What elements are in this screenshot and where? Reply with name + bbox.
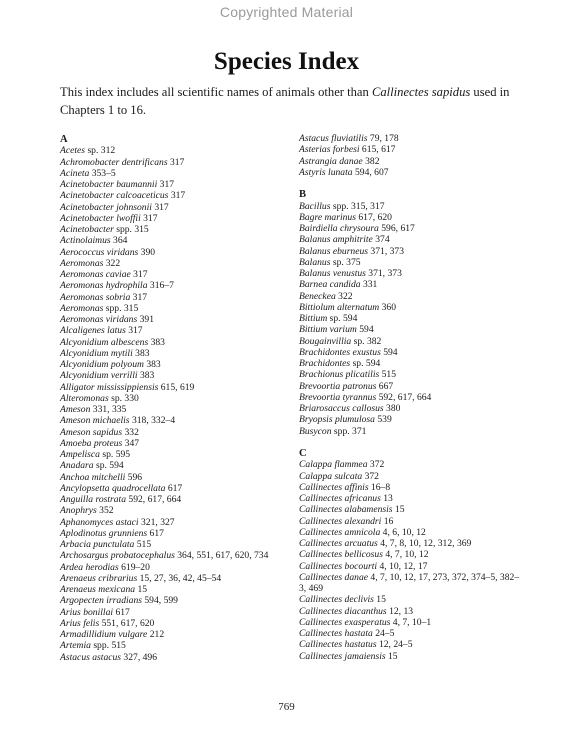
species-name: Alteromonas: [60, 392, 109, 404]
page-references: 12, 13: [386, 605, 414, 617]
species-name: Brevoortia tyrannus: [299, 391, 377, 403]
index-entry: [60, 640, 292, 651]
species-name: Aeromonas sobria: [60, 291, 131, 303]
species-name: Anadara: [60, 460, 94, 472]
page-references: 595: [113, 449, 131, 460]
index-entry: [299, 527, 537, 538]
species-name: Callinectes africanus: [299, 493, 381, 504]
index-entry: [60, 382, 292, 393]
page-references: 79, 178: [367, 133, 399, 144]
species-name: Arius bonillai: [60, 606, 114, 618]
section-gap: [299, 178, 537, 189]
page-references: 4, 10, 12, 17: [377, 560, 428, 572]
species-name: Armadillidium vulgare: [60, 629, 148, 640]
species-name: Briarosaccus callosus: [299, 403, 384, 414]
page-references: 596: [125, 471, 143, 483]
species-name: Ameson: [60, 404, 91, 415]
species-name: Aeromonas viridans: [60, 314, 138, 325]
index-entry: [299, 381, 537, 392]
page-references: 4, 7, 10, 12, 17, 273, 372, 374–5, 382–: [368, 571, 520, 583]
page-references: 617: [165, 482, 183, 494]
species-name: Aeromonas: [60, 302, 104, 314]
species-name: Ameson michaelis: [60, 415, 130, 427]
page-references: 551, 617, 620: [99, 617, 155, 629]
species-name: Balanus: [299, 256, 331, 268]
species-name: Aphanomyces astaci: [60, 516, 139, 528]
species-qualifier: spp.: [103, 302, 122, 314]
species-name: Acinetobacter johnsonii: [60, 201, 152, 213]
page-references: 594: [380, 346, 398, 358]
page-references: 374: [372, 234, 390, 246]
species-qualifier: sp.: [351, 335, 365, 347]
page-references: 383: [132, 347, 150, 359]
species-name: Anguilla rostrata: [60, 494, 127, 505]
index-entry: [299, 167, 537, 178]
section-letter-c: C: [299, 448, 307, 459]
index-entry: [299, 347, 537, 358]
page-references: 515: [379, 369, 397, 381]
species-name: Brevoortia patronus: [299, 380, 377, 392]
index-entry: [60, 157, 292, 168]
species-name: Alcyonidium polyoum: [60, 359, 144, 370]
page-references: 594: [106, 460, 124, 472]
page-references: 322: [103, 257, 121, 269]
page-references: 371: [349, 425, 367, 437]
page-references: 4, 7, 10, 12: [382, 549, 429, 561]
page-number: 769: [278, 701, 295, 713]
index-entry: [299, 324, 537, 335]
index-entry: [299, 201, 537, 212]
species-name: Bacillus: [299, 200, 331, 212]
index-entry: [60, 472, 292, 483]
species-name: Brachionus plicatilis: [299, 369, 380, 381]
page-references: 317: [167, 156, 185, 168]
species-name: Astyris lunata: [299, 166, 353, 178]
index-entry: [60, 224, 292, 235]
index-entry: [60, 573, 292, 584]
species-name: Acinetobacter calcoaceticus: [60, 190, 169, 202]
species-name: Archosargus probatocephalus: [60, 550, 175, 562]
index-entry: [60, 280, 292, 291]
page-references: 515: [109, 640, 126, 652]
index-entry: [60, 415, 292, 426]
index-column-left: [60, 134, 292, 663]
page-references: 594, 599: [141, 595, 178, 607]
species-name: Callinectes alabamensis: [299, 504, 393, 516]
page-references: 617: [147, 527, 164, 539]
species-name: Astacus fluviatilis: [299, 133, 368, 144]
page-references: 619–20: [118, 561, 150, 573]
page-references: 332: [122, 426, 139, 438]
species-name: Artemia: [60, 640, 91, 652]
index-entry: [60, 190, 292, 201]
page-references: 364, 551, 617, 620, 734: [174, 550, 269, 562]
page-references: 594: [363, 358, 381, 369]
page-references: 317: [151, 201, 169, 213]
species-qualifier: sp.: [93, 460, 107, 472]
species-qualifier: sp.: [108, 392, 123, 404]
species-name: Arbacia punctulata: [60, 539, 135, 550]
species-name: Callinectes jamaiensis: [299, 650, 386, 662]
index-entry: [60, 179, 292, 190]
species-name: Callinectes bellicosus: [299, 549, 383, 561]
page-references: 321, 327: [138, 516, 175, 528]
species-name: Astacus astacus: [60, 651, 122, 663]
species-name: Callinectes alexandri: [299, 515, 382, 527]
species-name: Calappa sulcata: [299, 470, 363, 482]
page-references: 317: [168, 190, 186, 202]
index-entry: [299, 403, 537, 414]
page-references: 382: [364, 335, 382, 347]
species-name: Callinectes diacanthus: [299, 605, 387, 617]
index-entry: [299, 482, 537, 493]
index-entry: [299, 302, 537, 313]
species-name: Acinetobacter baumannii: [60, 179, 158, 190]
species-qualifier: spp.: [113, 224, 132, 235]
page-references: 347: [122, 437, 140, 449]
page-references: 318, 332–4: [129, 415, 176, 427]
page-references: 330: [122, 392, 139, 404]
index-entry: [299, 223, 537, 234]
species-name: Bagre marinus: [299, 211, 356, 223]
species-name: Achromobacter dentrificans: [60, 156, 168, 168]
page-references: 372: [362, 470, 379, 482]
page-references: 594, 607: [352, 166, 389, 178]
index-entry: [60, 348, 292, 359]
page-references: 371, 373: [365, 268, 402, 279]
species-name: Brachidontes: [299, 358, 351, 369]
species-name: Bairdiella chrysoura: [299, 223, 379, 234]
page-references: 315: [121, 302, 139, 314]
species-name: Acinetobacter lwoffii: [60, 212, 141, 224]
species-name: Aeromonas hydrophila: [60, 280, 148, 292]
page-references: 617, 620: [355, 211, 392, 223]
page-references: 352: [96, 505, 114, 517]
index-entry: [299, 639, 537, 650]
index-entry: [60, 584, 292, 595]
species-name: Bittium varium: [299, 324, 357, 336]
page-references: 360: [379, 301, 397, 313]
species-name: Anchoa mitchelli: [60, 471, 126, 483]
page-references: 317: [130, 269, 148, 280]
index-entry: [299, 268, 537, 279]
species-qualifier: sp.: [85, 145, 99, 157]
index-entry: [60, 629, 292, 640]
index-entry: [60, 562, 292, 573]
page-references: 382: [362, 155, 380, 167]
index-entry: [299, 617, 537, 628]
index-entry: [60, 404, 292, 415]
species-name: Callinectes exasperatus: [299, 616, 391, 628]
index-entry: [299, 212, 537, 223]
species-name: Bittium: [299, 313, 328, 324]
index-entry: [299, 651, 537, 662]
index-entry: [60, 438, 292, 449]
page-references: 375: [343, 256, 361, 268]
species-name: Asterias forbesi: [299, 144, 360, 156]
index-entry: [299, 493, 537, 504]
species-name: Alcyonidium mytili: [60, 347, 133, 359]
index-entry: [60, 517, 292, 528]
index-entry: [60, 292, 292, 303]
page-references: 331, 335: [90, 404, 127, 415]
page-references: 667: [376, 380, 394, 392]
section-letter-b: B: [299, 189, 307, 201]
species-name: Alcyonidium albescens: [60, 336, 149, 348]
page-references: 15, 27, 36, 42, 45–54: [137, 572, 222, 584]
page-references: 327, 496: [121, 651, 158, 663]
index-entry: [299, 459, 537, 470]
index-entry: [299, 358, 537, 369]
index-entry: [60, 370, 292, 381]
species-name: Brachidontes exustus: [299, 346, 381, 358]
page-references: 615, 617: [359, 144, 396, 156]
index-entry: [60, 337, 292, 348]
page-references: 315, 317: [348, 200, 385, 212]
index-entry: [60, 247, 292, 258]
species-name: Callinectes hastata: [299, 628, 373, 639]
page-references: 390: [138, 246, 156, 258]
page-references: 594: [356, 324, 374, 336]
index-entry: [299, 471, 537, 482]
index-entry: [299, 504, 537, 515]
page-references: 592, 617, 664: [376, 391, 432, 403]
page-references-continued: 3, 469: [299, 583, 323, 594]
index-entry: [60, 314, 292, 325]
index-entry: [60, 483, 292, 494]
species-name: Amoeba proteus: [60, 437, 123, 449]
page-references: 592, 617, 664: [126, 494, 182, 505]
page-references: 371, 373: [368, 245, 405, 257]
species-name: Astrangia danae: [299, 155, 363, 167]
page-references: 322: [335, 290, 353, 302]
index-entry: [299, 156, 537, 167]
intro-species-name: Callinectes sapidus: [371, 85, 471, 99]
page-references: 13: [380, 493, 393, 504]
species-name: Beneckea: [299, 290, 336, 302]
page-references: 594: [340, 313, 358, 324]
intro-text-before: This index includes all scientific names of animals other than: [60, 85, 372, 99]
page-references: 316–7: [147, 280, 174, 292]
species-name: Alligator mississippiensis: [60, 381, 159, 393]
species-qualifier: sp.: [327, 313, 341, 324]
page-references: 16: [381, 515, 394, 527]
species-name: Barnea candida: [299, 279, 361, 291]
index-entry: [60, 494, 292, 505]
index-entry: [60, 235, 292, 246]
page-references: 391: [137, 314, 154, 325]
index-entry: [299, 426, 537, 437]
index-entry: [60, 213, 292, 224]
species-name: Balanus amphitrite: [299, 234, 373, 246]
index-entry: [60, 145, 292, 156]
page-references: 331: [360, 279, 378, 291]
index-entry: [299, 279, 537, 290]
index-entry: [299, 572, 537, 595]
species-name: Calappa flammea: [299, 459, 368, 471]
species-qualifier: sp.: [350, 358, 364, 369]
index-entry: [60, 595, 292, 606]
index-entry: [299, 369, 537, 380]
index-entry: [60, 168, 292, 179]
index-entry: [299, 313, 537, 324]
intro-paragraph: [60, 83, 520, 119]
species-name: Busycon: [299, 425, 332, 437]
index-entry: [299, 336, 537, 347]
page-references: 617: [113, 606, 130, 618]
page-references: 12, 24–5: [376, 639, 413, 651]
index-entry: [299, 392, 537, 403]
page-references: 15: [392, 504, 405, 516]
species-name: Balanus eburneus: [299, 245, 369, 257]
index-entry: [60, 393, 292, 404]
section-gap: [299, 437, 537, 448]
species-name: Arenaeus cribrarius: [60, 572, 138, 584]
species-name: Alcaligenes latus: [60, 325, 126, 337]
index-entry: [60, 528, 292, 539]
page-references: 383: [137, 370, 155, 382]
page-references: 4, 7, 10–1: [390, 616, 432, 628]
species-qualifier: sp.: [330, 256, 344, 268]
index-entry: [60, 607, 292, 618]
index-entry: [299, 257, 537, 268]
index-entry: [60, 539, 292, 550]
index-column-right: [299, 133, 537, 662]
index-entry: [299, 561, 537, 572]
page-references: 596, 617: [378, 223, 415, 234]
page-references: 515: [134, 539, 152, 550]
page-references: 317: [157, 179, 175, 190]
species-name: Callinectes hastatus: [299, 639, 377, 651]
page-references: 315: [131, 224, 149, 235]
species-name: Callinectes bocourti: [299, 560, 378, 572]
species-name: Callinectes affinis: [299, 481, 369, 493]
index-entry: [299, 538, 537, 549]
species-name: Acinetobacter: [60, 224, 114, 235]
species-qualifier: sp.: [99, 449, 114, 460]
index-entry: [60, 427, 292, 438]
species-name: Ancylopsetta quadrocellata: [60, 482, 166, 494]
index-entry: [60, 359, 292, 370]
page-references: 383: [143, 359, 161, 370]
page-references: 364: [110, 235, 128, 247]
species-name: Arenaeus mexicana: [60, 584, 136, 595]
page-references: 317: [140, 212, 158, 224]
species-name: Callinectes declivis: [299, 594, 374, 606]
page-references: 4, 6, 10, 12: [380, 526, 426, 538]
page-references: 380: [383, 403, 401, 414]
index-entry: [299, 628, 537, 639]
page-references: 317: [130, 291, 148, 303]
index-entry: [299, 291, 537, 302]
page-references: 15: [373, 594, 386, 606]
species-qualifier: spp.: [331, 425, 350, 437]
species-name: Alcyonidium verrilli: [60, 370, 138, 382]
species-name: Aeromonas caviae: [60, 269, 131, 280]
species-name: Callinectes danae: [299, 571, 369, 583]
page-references: 615, 619: [158, 381, 195, 393]
index-entry: [60, 618, 292, 629]
page-references: 24–5: [372, 628, 395, 639]
species-name: Aplodinotus grunniens: [60, 527, 148, 539]
section-letter-a: A: [60, 134, 68, 145]
page-references: 353–5: [89, 167, 116, 179]
index-entry: [299, 516, 537, 527]
species-name: Callinectes arcuatus: [299, 538, 378, 549]
index-entry: [60, 325, 292, 336]
index-entry: [60, 202, 292, 213]
species-name: Ardea herodias: [60, 561, 119, 573]
index-entry: [299, 594, 537, 605]
species-name: Bryopsis plumulosa: [299, 414, 375, 426]
page-references: 317: [125, 325, 143, 337]
species-name: Aeromonas: [60, 257, 104, 269]
index-entry: [299, 133, 537, 144]
index-entry: [299, 606, 537, 617]
page-references: 383: [148, 336, 165, 348]
page-references: 212: [147, 629, 165, 640]
index-entry: [60, 303, 292, 314]
species-name: Callinectes amnicola: [299, 526, 381, 538]
index-entry: [60, 449, 292, 460]
intro-text-after: used in Chapters 1 to 16.: [60, 85, 510, 117]
species-name: Acineta: [60, 167, 90, 179]
index-entry: [60, 652, 292, 663]
species-name: Arius felis: [60, 617, 100, 629]
index-entry: [299, 234, 537, 245]
species-name: Argopecten irradians: [60, 595, 142, 607]
page-references: 4, 7, 8, 10, 12, 312, 369: [377, 538, 472, 549]
species-name: Aerococcus viridans: [60, 246, 139, 258]
species-qualifier: spp.: [90, 640, 110, 652]
index-entry: [299, 246, 537, 257]
index-entry: [60, 258, 292, 269]
species-qualifier: spp.: [330, 200, 349, 212]
index-entry: [299, 549, 537, 560]
page-references: 15: [385, 650, 398, 662]
species-name: Acetes: [60, 145, 86, 157]
page-references: 539: [374, 414, 392, 426]
species-name: Ampelisca: [60, 449, 100, 460]
page-references: 312: [98, 145, 116, 157]
species-name: Actinolaimus: [60, 235, 111, 247]
index-entry: [60, 460, 292, 471]
page-references: 372: [367, 459, 385, 471]
index-entry: [60, 269, 292, 280]
species-name: Ameson sapidus: [60, 426, 123, 438]
index-entry: [299, 414, 537, 425]
species-name: Anophrys: [60, 505, 97, 517]
page-references: 15: [135, 584, 148, 595]
page-references: 16–8: [368, 481, 391, 493]
index-entry: [60, 505, 292, 516]
species-name: Bittiolum alternatum: [299, 301, 380, 313]
index-entry: [299, 144, 537, 155]
species-name: Balanus venustus: [299, 268, 366, 279]
page-title: Species Index: [213, 48, 360, 75]
species-name: Bougainvillia: [299, 335, 352, 347]
index-entry: [60, 550, 292, 561]
copyright-watermark: Copyrighted Material: [219, 4, 354, 20]
